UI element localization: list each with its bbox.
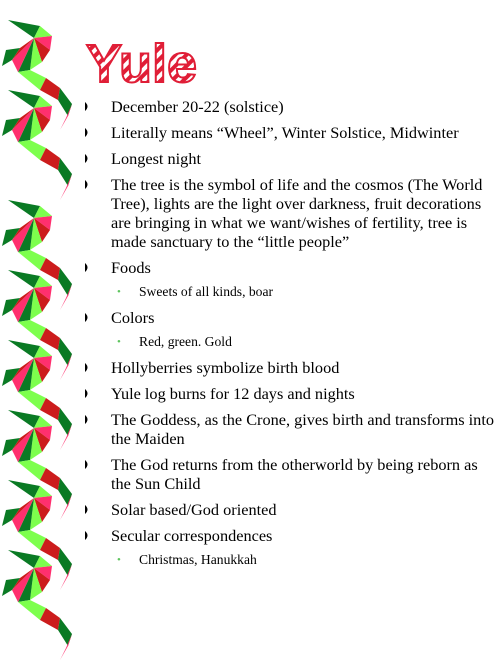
list-item-text: Longest night: [111, 149, 201, 168]
list-item-text: The tree is the symbol of life and the cosmos (The World Tree), lights are the light over darkness, fruit decorations are bringing in what we want/wishes of fertility, tree is made sanctuary to the “little people”: [111, 175, 483, 251]
list-item-text: Solar based/God oriented: [111, 500, 277, 519]
candy-cane-title-art: [84, 30, 224, 94]
list-item: [84, 308, 494, 327]
sub-list-item: [84, 283, 494, 300]
sub-list-item-text: Christmas, Hanukkah: [139, 552, 257, 567]
half-circle-bullet-icon: [85, 128, 90, 137]
sub-list-item-text: Red, green. Gold: [139, 334, 232, 349]
sub-list-item: [84, 333, 494, 350]
list-item: [84, 384, 494, 403]
list-item-text: Foods: [111, 258, 151, 277]
list-item: [84, 258, 494, 277]
bullet-list: [84, 97, 494, 576]
list-item-text: Hollyberries symbolize birth blood: [111, 358, 340, 377]
half-circle-bullet-icon: [85, 363, 90, 372]
list-item-text: The God returns from the otherworld by being reborn as the Sun Child: [111, 455, 478, 493]
half-circle-bullet-icon: [85, 505, 90, 514]
list-item-text: Secular correspondences: [111, 526, 273, 545]
half-circle-bullet-icon: [85, 102, 90, 111]
half-circle-bullet-icon: [85, 313, 90, 322]
ribbon-garland-border: [0, 0, 82, 667]
list-item-text: Colors: [111, 308, 155, 327]
list-item: [84, 358, 494, 377]
list-item: [84, 97, 494, 116]
half-circle-bullet-icon: [85, 180, 90, 189]
sub-list-item: [84, 551, 494, 568]
half-circle-bullet-icon: [85, 531, 90, 540]
list-item: [84, 526, 494, 545]
dot-bullet-icon: •: [117, 286, 121, 298]
page-title: Yule: [86, 34, 198, 94]
list-item: [84, 410, 494, 448]
list-item: [84, 500, 494, 519]
list-item-text: December 20-22 (solstice): [111, 97, 284, 116]
half-circle-bullet-icon: [85, 154, 90, 163]
dot-bullet-icon: •: [117, 336, 121, 348]
list-item: [84, 123, 494, 142]
list-item-text: Yule log burns for 12 days and nights: [111, 384, 355, 403]
list-item: [84, 149, 494, 168]
list-item-text: Literally means “Wheel”, Winter Solstice, Midwinter: [111, 123, 459, 142]
sub-list-item-text: Sweets of all kinds, boar: [139, 284, 274, 299]
half-circle-bullet-icon: [85, 460, 90, 469]
list-item: [84, 175, 494, 251]
list-item-text: The Goddess, as the Crone, gives birth and transforms into the Maiden: [111, 410, 494, 448]
half-circle-bullet-icon: [85, 415, 90, 424]
title-block: [84, 30, 224, 94]
half-circle-bullet-icon: [85, 263, 90, 272]
dot-bullet-icon: •: [117, 554, 121, 566]
half-circle-bullet-icon: [85, 389, 90, 398]
list-item: [84, 455, 494, 493]
